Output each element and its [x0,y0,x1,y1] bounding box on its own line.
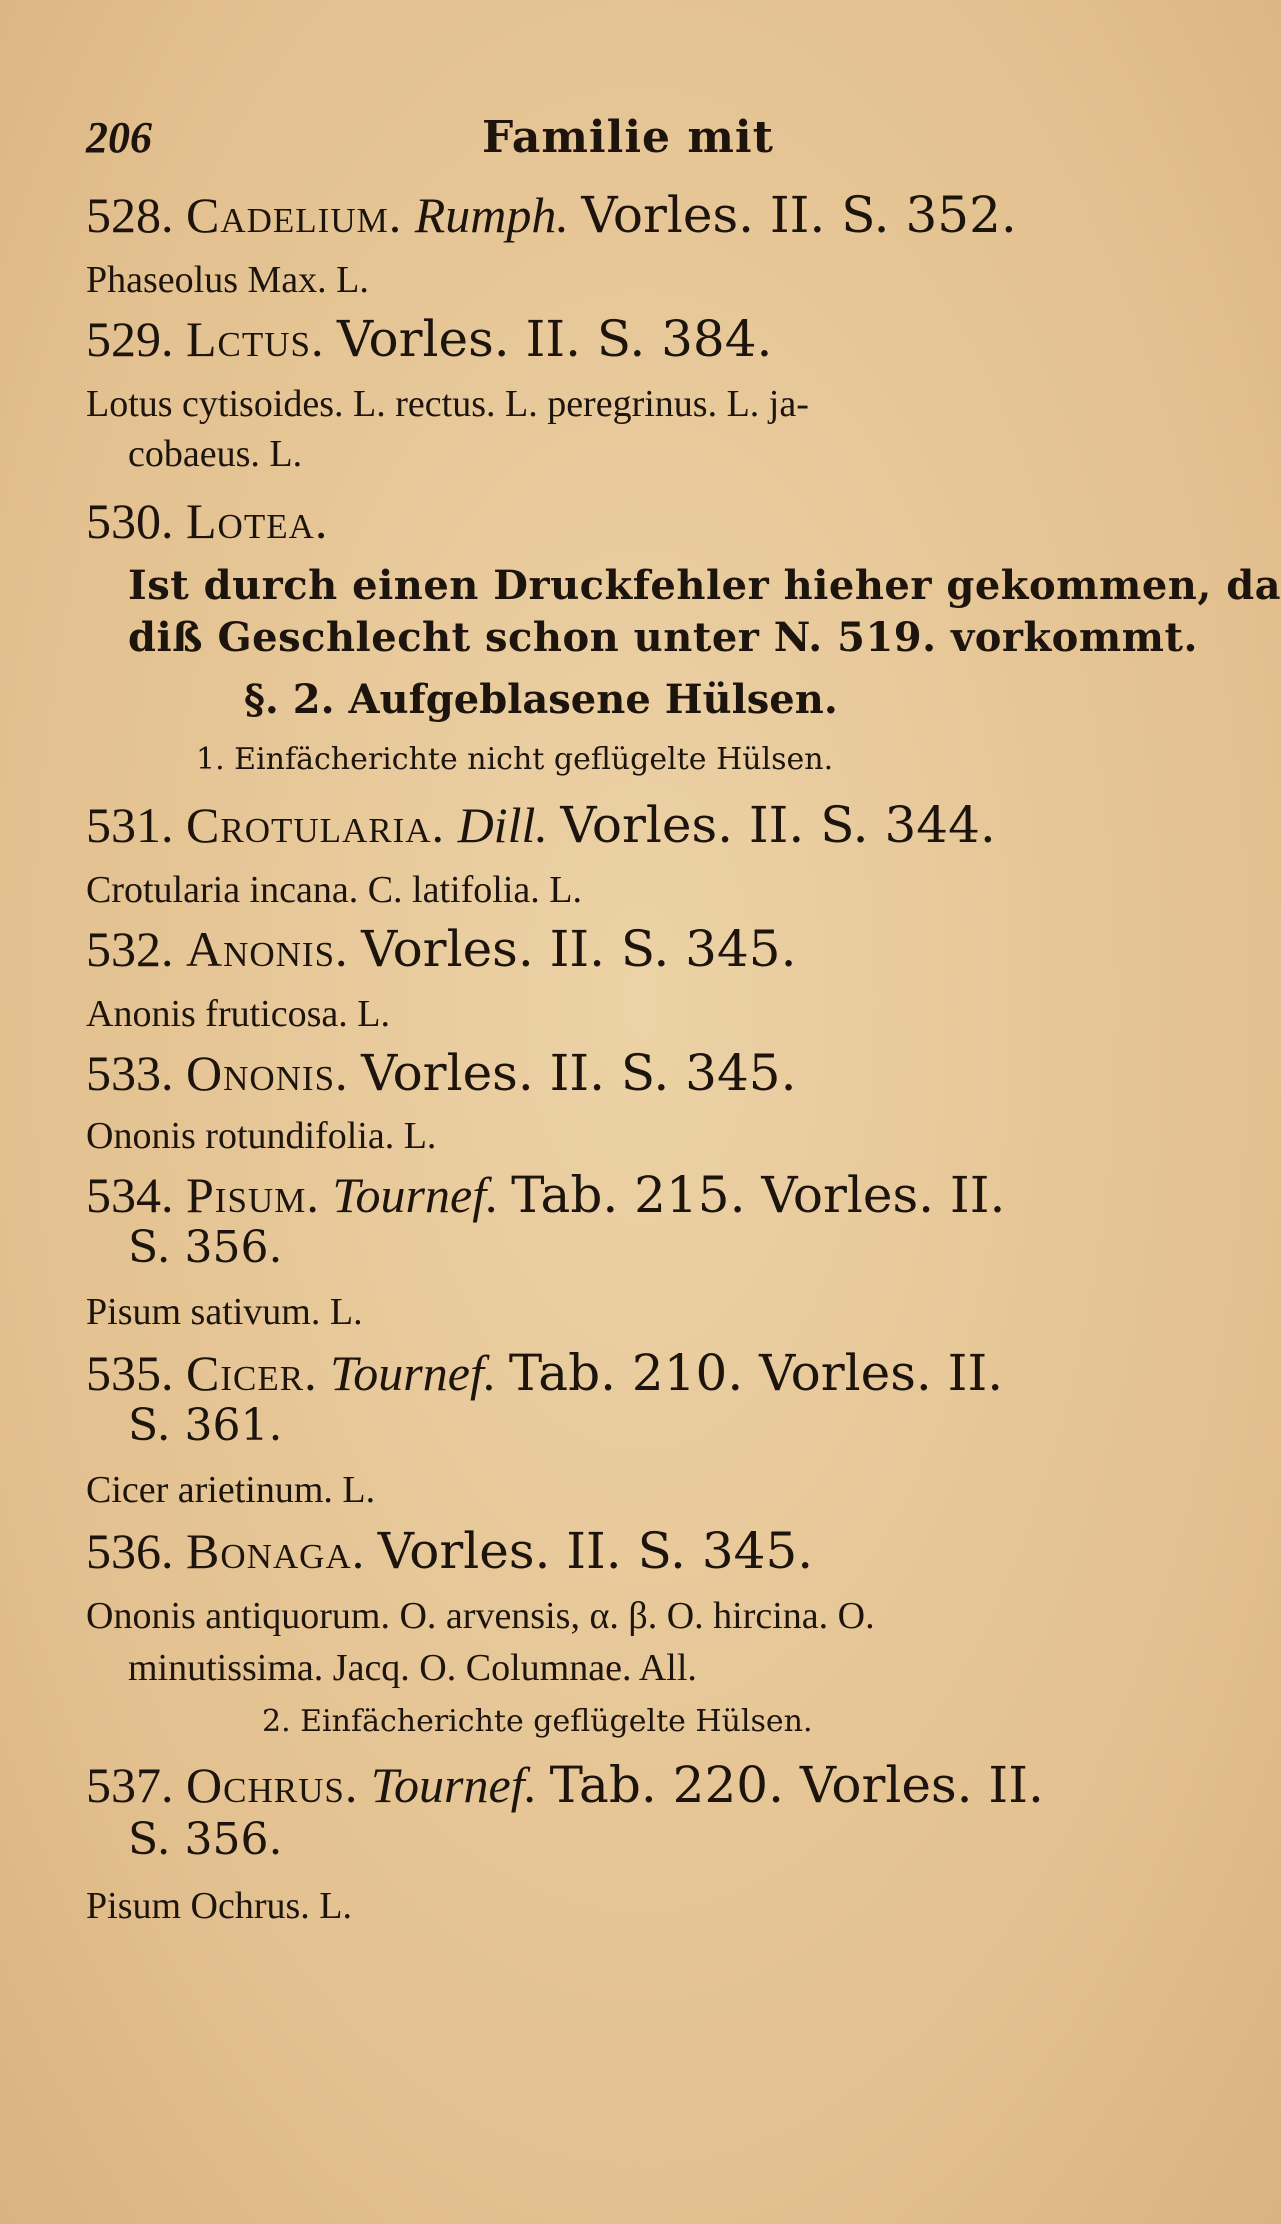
genus-name: Anonis. [186,921,349,977]
entry-heading [86,1522,813,1580]
entry-number: 534. [86,1167,174,1223]
reference: Vorles. II. S. 344. [560,796,996,854]
reference: Vorles. II. S. 352. [581,186,1017,244]
entry-heading [86,1044,797,1102]
genus-name: Lotea. [186,493,329,549]
genus-name: Lctus. [186,311,325,367]
entry-heading [86,186,1017,244]
entry-number: 528. [86,187,174,243]
genus-name: Crotularia. [186,797,446,853]
subsection-heading: 1. Einfächerichte nicht geflügelte Hülsen. [196,742,834,777]
species-line: Phaseolus Max. L. [86,259,369,301]
species-line: Cicer arietinum. L. [86,1469,376,1511]
note-line: Ist durch einen Druckfehler hieher gekommen, da [128,562,1281,609]
entry-number: 533. [86,1045,174,1101]
genus-name: Ochrus. [186,1757,359,1813]
entry-number: 532. [86,921,174,977]
author: Rumph. [414,187,569,243]
species-line: Pisum Ochrus. L. [86,1885,352,1927]
subsection-heading: 2. Einfächerichte geflügelte Hülsen. [262,1704,813,1739]
species-line: Crotularia incana. C. latifolia. L. [86,869,582,911]
page-header [0,112,1133,172]
reference-continuation: S. 356. [128,1222,283,1273]
entry-heading [86,920,797,978]
entry-number: 537. [86,1757,174,1813]
entry-number: 535. [86,1345,174,1401]
species-line: Anonis fruticosa. L. [86,993,390,1035]
species-line: cobaeus. L. [128,433,303,475]
genus-name: Cicer. [186,1345,318,1401]
genus-name: Bonaga. [186,1523,366,1579]
genus-name: Cadelium. [186,187,403,243]
author: Tournef. [332,1167,499,1223]
entry-heading [86,492,328,550]
reference: Tab. 215. Vorles. II. [511,1166,1006,1224]
entry-number: 529. [86,311,174,367]
species-line: minutissima. Jacq. O. Columnae. All. [128,1647,697,1689]
species-line: Lotus cytisoides. L. rectus. L. peregrinus. L. ja- [86,383,809,425]
reference: Vorles. II. S. 345. [361,1044,797,1102]
reference: Vorles. II. S. 384. [337,310,773,368]
section-heading: §. 2. Aufgeblasene Hülsen. [244,676,838,723]
genus-name: Ononis. [186,1045,349,1101]
entry-number: 530. [86,493,174,549]
author: Dill. [457,797,548,853]
species-line: Ononis rotundifolia. L. [86,1115,437,1157]
reference: Vorles. II. S. 345. [377,1522,814,1580]
page-number: 206 [86,113,152,162]
reference: Tab. 210. Vorles. II. [508,1344,1004,1402]
entry-heading [86,310,772,368]
species-line: Ononis antiquorum. O. arvensis, α. β. O. hircina. O. [86,1595,875,1637]
entry-number: 536. [86,1523,174,1579]
entry-number: 531. [86,797,174,853]
reference: Vorles. II. S. 345. [361,920,797,978]
reference-continuation: S. 361. [128,1400,283,1451]
genus-name: Pisum. [186,1167,320,1223]
author: Tournef. [370,1757,538,1813]
reference: Tab. 220. Vorles. II. [549,1756,1044,1814]
author: Tournef. [330,1345,497,1401]
running-head: Familie mit [482,112,774,163]
note-line: diß Geschlecht schon unter N. 519. vorkommt. [128,614,1198,661]
entry-heading [86,1166,1005,1224]
species-line: Pisum sativum. L. [86,1291,363,1333]
entry-heading [86,1756,1044,1814]
entry-heading [86,796,996,854]
reference-continuation: S. 356. [128,1814,283,1865]
entry-heading [86,1344,1003,1402]
